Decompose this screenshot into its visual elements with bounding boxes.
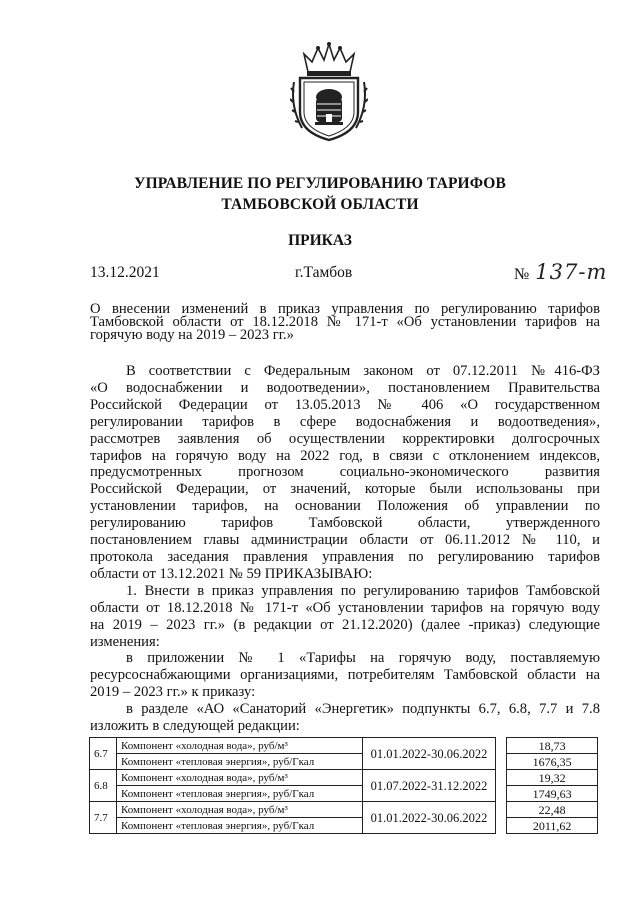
period-cell: 01.01.2022-30.06.2022 [362, 738, 496, 770]
body-line: ресурсоснабжающими организациями, потребителям Тамбовской области на [90, 667, 600, 684]
column-gap [496, 770, 507, 802]
row-code: 6.7 [90, 738, 117, 770]
body-line: тарифов на горячую воду на 2022 год, в связи с отклонением индексов, [90, 447, 600, 464]
column-gap [496, 802, 507, 834]
body-line: изменения: [90, 633, 160, 650]
body-line: протокола заседания правления управления по регулированию тарифов [90, 548, 600, 565]
body-line: установлении тарифов, на основании Положения об управлении по [90, 498, 600, 515]
row-code: 6.8 [90, 770, 117, 802]
column-gap [496, 738, 507, 770]
component-cell: Компонент «тепловая энергия», руб/Гкал [116, 818, 362, 834]
component-cell: Компонент «холодная вода», руб/м³ [116, 802, 362, 818]
value-cell: 2011,62 [507, 818, 598, 834]
component-cell: Компонент «тепловая энергия», руб/Гкал [116, 754, 362, 770]
body-line: постановлением главы администрации области от 06.11.2012 № 110, и [90, 532, 600, 549]
body-line: в разделе «АО «Санаторий «Энергетик» подпункты 6.7, 6.8, 7.7 и 7.8 [126, 701, 600, 718]
component-cell: Компонент «холодная вода», руб/м³ [116, 770, 362, 786]
body-line: на 2019 – 2023 гг.» (в редакции от 21.12.2020) (далее -приказ) следующие [90, 616, 600, 633]
component-cell: Компонент «тепловая энергия», руб/Гкал [116, 786, 362, 802]
order-body [90, 363, 600, 735]
document-city: г.Тамбов [295, 264, 353, 281]
coat-of-arms-emblem [290, 42, 368, 142]
value-cell: 22,48 [507, 802, 598, 818]
body-line: Российской Федерации, от значений, которые были использованы при [90, 481, 600, 498]
table-row [90, 770, 598, 786]
value-cell: 19,32 [507, 770, 598, 786]
value-cell: 1749,63 [507, 786, 598, 802]
body-line: в приложении № 1 «Тарифы на горячую воду, поставляемую [126, 650, 600, 667]
period-cell: 01.01.2022-30.06.2022 [362, 802, 496, 834]
document-number [514, 260, 607, 284]
title-line: О внесении изменений в приказ управления по регулированию тарифов [90, 301, 600, 317]
title-line: горячую воду на 2019 – 2023 гг.» [90, 327, 294, 343]
table-row [90, 818, 598, 834]
body-line: «О водоснабжении и водоотведении», постановлением Правительства [90, 379, 600, 396]
body-line: изложить в следующей редакции: [90, 718, 300, 735]
body-line: регулировании тарифов в сфере водоснабжения и водоотведения», [90, 413, 600, 430]
component-cell: Компонент «холодная вода», руб/м³ [116, 738, 362, 754]
table-row [90, 802, 598, 818]
document-type-title: ПРИКАЗ [288, 232, 352, 249]
table-row [90, 738, 598, 754]
body-line: регулированию тарифов Тамбовской области, утвержденного [90, 515, 600, 532]
organization-name-line1: УПРАВЛЕНИЕ ПО РЕГУЛИРОВАНИЮ ТАРИФОВ [134, 175, 506, 192]
body-line: рассмотрев заявления об осуществлении корректировки долгосрочных [90, 430, 600, 447]
value-cell: 18,73 [507, 738, 598, 754]
number-sign: № [514, 266, 530, 283]
handwritten-number: 137-т [535, 260, 608, 284]
row-code: 7.7 [90, 802, 117, 834]
order-subject [90, 303, 600, 342]
body-line: предусмотренных прогнозом социально-экономического развития [90, 464, 600, 481]
body-line: Российской Федерации от 13.05.2013 № 406 «О государственном [90, 396, 600, 413]
body-line: 1. Внести в приказ управления по регулированию тарифов Тамбовской [126, 582, 600, 599]
table-row [90, 754, 598, 770]
organization-name-line2: ТАМБОВСКОЙ ОБЛАСТИ [221, 196, 419, 213]
period-cell: 01.07.2022-31.12.2022 [362, 770, 496, 802]
document-date: 13.12.2021 [90, 264, 160, 281]
tariff-table [89, 737, 598, 834]
table-row [90, 786, 598, 802]
body-line: области от 18.12.2018 № 171-т «Об установлении тарифов на горячую воду [90, 599, 600, 616]
body-line: В соответствии с Федеральным законом от 07.12.2011 №416-ФЗ [126, 363, 600, 379]
body-line: области от 13.12.2021 № 59 ПРИКАЗЫВАЮ: [90, 565, 373, 582]
body-line: 2019 – 2023 гг.» к приказу: [90, 684, 256, 701]
value-cell: 1676,35 [507, 754, 598, 770]
title-line: Тамбовской области от 18.12.2018 № 171-т «Об установлении тарифов на [90, 314, 600, 330]
